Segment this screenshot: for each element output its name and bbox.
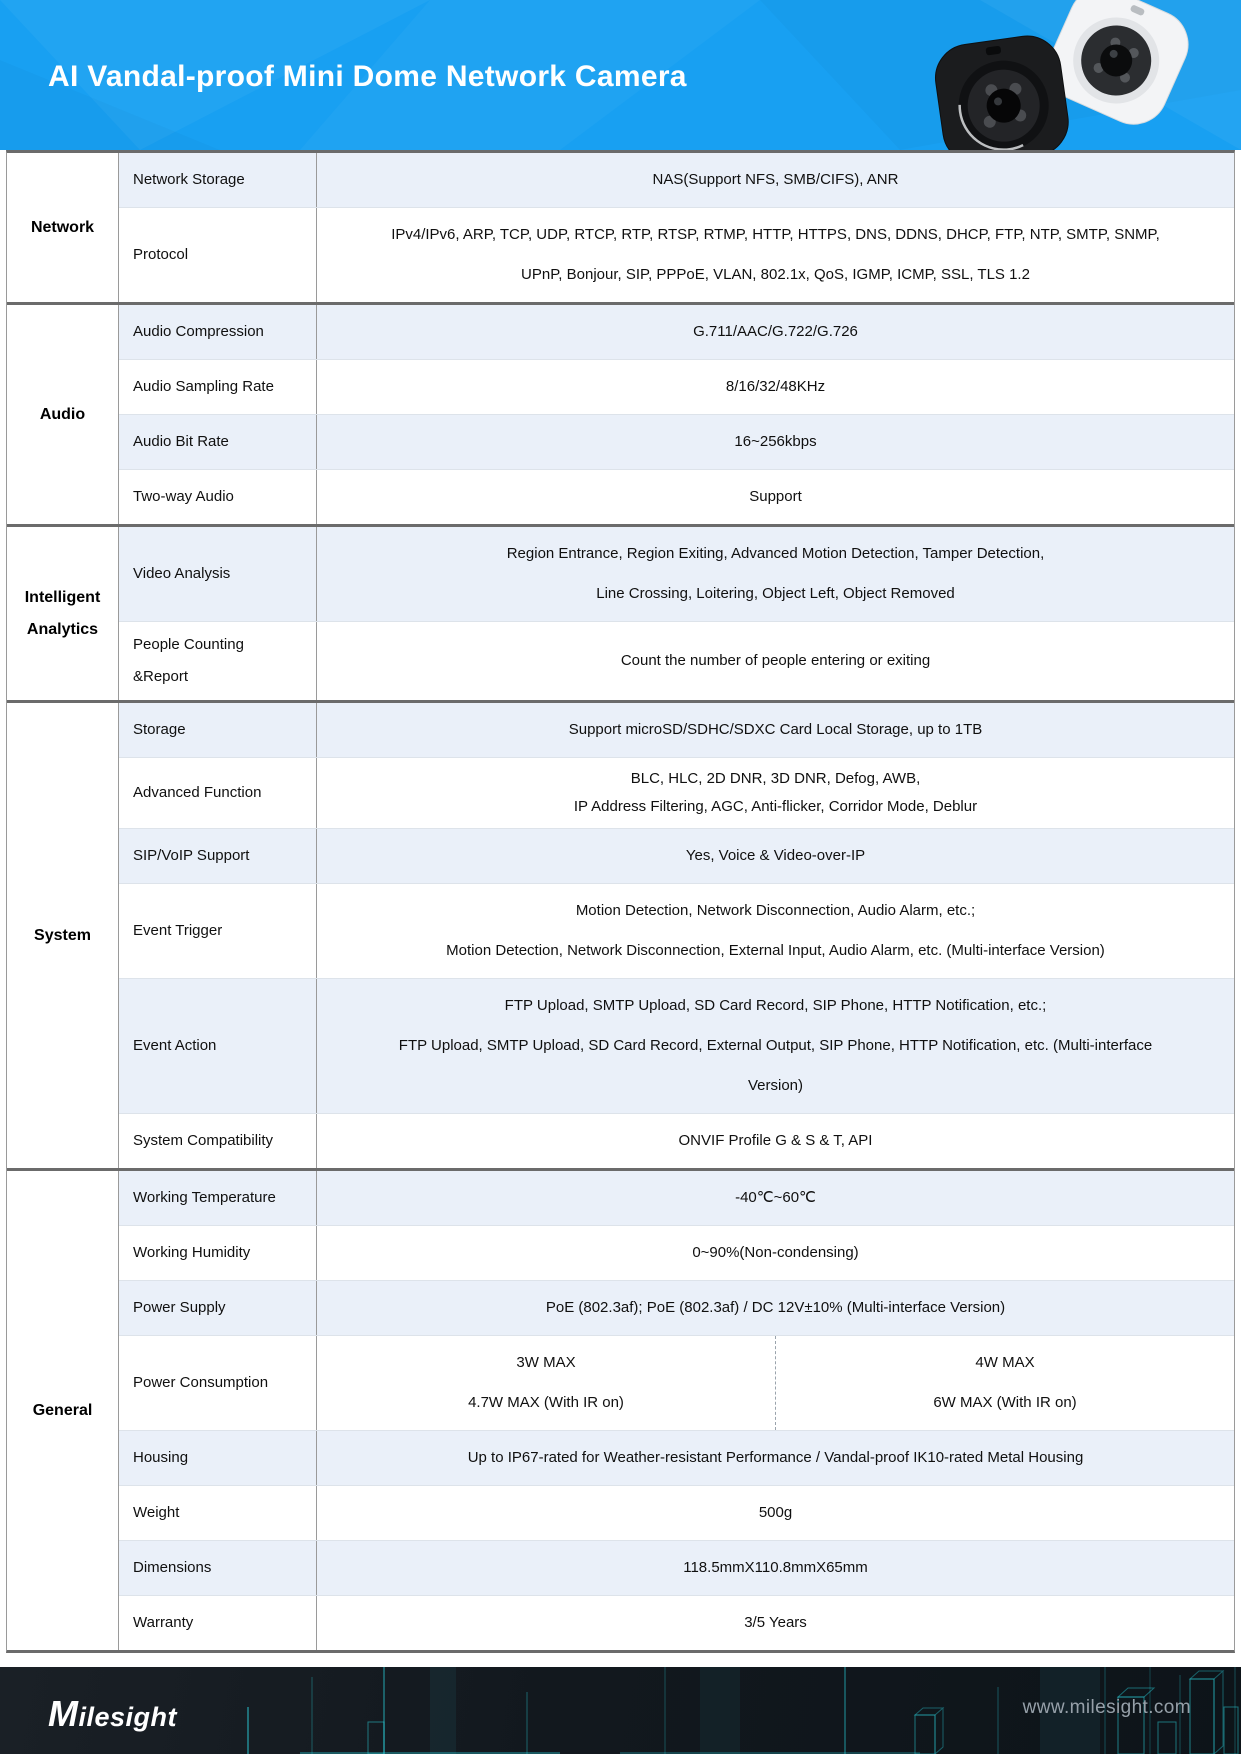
param-text: Audio Sampling Rate [133, 378, 274, 395]
spec-row [119, 1430, 1234, 1485]
section-system [7, 700, 1234, 1168]
category-text: Audio [39, 405, 86, 423]
value-text: Yes, Voice & Video-over-IP [685, 847, 866, 864]
section-rows [119, 703, 1234, 1168]
param-text: Network Storage [133, 171, 245, 188]
spec-row [119, 469, 1234, 524]
param-cell [119, 829, 317, 883]
value-cell [317, 979, 1234, 1113]
value-text: -40℃~60℃ [735, 1189, 816, 1206]
page-title: AI Vandal-proof Mini Dome Network Camera [48, 60, 687, 93]
param-cell [119, 415, 317, 469]
param-cell [119, 153, 317, 207]
param-text: Advanced Function [133, 784, 262, 801]
category-cell [7, 703, 119, 1168]
spec-table [6, 150, 1235, 1653]
spec-row [119, 883, 1234, 978]
param-text: Audio Bit Rate [133, 433, 229, 450]
value-text: FTP Upload, SMTP Upload, SD Card Record, SIP Phone, HTTP Notification, etc.; [504, 997, 1047, 1014]
param-text: Power Consumption [133, 1374, 269, 1391]
value-text: Motion Detection, Network Disconnection, Audio Alarm, etc.; [575, 902, 976, 919]
value-cell [317, 470, 1234, 524]
param-text: SIP/VoIP Support [133, 847, 250, 864]
spec-row [119, 1335, 1234, 1430]
value-text: 4.7W MAX (With IR on) [468, 1394, 624, 1411]
value-cell [317, 208, 1234, 302]
param-text: Event Trigger [133, 922, 223, 939]
section-audio [7, 302, 1234, 524]
param-text: Video Analysis [133, 565, 231, 582]
param-text: Event Action [133, 1037, 217, 1054]
section-rows [119, 527, 1234, 700]
spec-row [119, 414, 1234, 469]
category-cell [7, 1171, 119, 1650]
param-text: Housing [133, 1449, 189, 1466]
param-text: &Report [133, 668, 189, 685]
value-text: 0~90%(Non-condensing) [692, 1244, 859, 1261]
param-cell [119, 1486, 317, 1540]
value-text: IPv4/IPv6, ARP, TCP, UDP, RTCP, RTP, RTSP, RTMP, HTTP, HTTPS, DNS, DDNS, DHCP, FTP, NTP, SMTP, SNMP, [391, 226, 1160, 243]
value-cell [317, 1281, 1234, 1335]
param-text: Working Humidity [133, 1244, 251, 1261]
value-text: 6W MAX (With IR on) [933, 1394, 1077, 1411]
value-cell [317, 1541, 1234, 1595]
value-text: Motion Detection, Network Disconnection, External Input, Audio Alarm, etc. (Multi-interface Version) [446, 942, 1105, 959]
value-cell [317, 884, 1234, 978]
value-text: IP Address Filtering, AGC, Anti-flicker, Corridor Mode, Deblur [573, 798, 978, 815]
param-text: Power Supply [133, 1299, 226, 1316]
section-general [7, 1168, 1234, 1650]
value-text: 118.5mmX110.8mmX65mm [683, 1559, 868, 1576]
value-cell [317, 527, 1234, 621]
param-text: People Counting [133, 636, 244, 653]
spec-row [119, 527, 1234, 621]
value-cell [317, 829, 1234, 883]
param-cell [119, 758, 317, 828]
value-text: Count the number of people entering or exiting [620, 652, 931, 669]
category-cell [7, 527, 119, 700]
value-text: FTP Upload, SMTP Upload, SD Card Record, External Output, SIP Phone, HTTP Notification, etc. (Multi-interface [398, 1037, 1153, 1054]
param-cell [119, 527, 317, 621]
spec-row [119, 978, 1234, 1113]
value-text: ONVIF Profile G & S & T, API [678, 1132, 873, 1149]
value-cell [317, 360, 1234, 414]
category-cell [7, 305, 119, 524]
spec-row [119, 1540, 1234, 1595]
website-url: www.milesight.com [1022, 1697, 1191, 1718]
spec-row [119, 153, 1234, 207]
value-cell [317, 622, 1234, 700]
value-text: 8/16/32/48KHz [725, 378, 826, 395]
param-cell [119, 979, 317, 1113]
param-cell [119, 1596, 317, 1650]
value-text: Up to IP67-rated for Weather-resistant Performance / Vandal-proof IK10-rated Metal Housing [467, 1449, 1084, 1466]
section-intelligent-analytics [7, 524, 1234, 700]
value-cell [317, 1171, 1234, 1225]
value-text: BLC, HLC, 2D DNR, 3D DNR, Defog, AWB, [630, 770, 921, 787]
value-cell [317, 1114, 1234, 1168]
section-rows [119, 305, 1234, 524]
spec-row [119, 703, 1234, 757]
category-text: System [34, 926, 91, 944]
section-rows [119, 1171, 1234, 1650]
param-text: Dimensions [133, 1559, 212, 1576]
param-text: Storage [133, 721, 186, 738]
param-cell [119, 305, 317, 359]
param-cell [119, 470, 317, 524]
category-text: General [32, 1401, 93, 1419]
param-cell [119, 1226, 317, 1280]
footer-banner [0, 1667, 1241, 1754]
value-text: Line Crossing, Loitering, Object Left, Object Removed [596, 585, 955, 602]
category-text: Analytics [26, 620, 99, 638]
param-cell [119, 1114, 317, 1168]
param-cell [119, 1541, 317, 1595]
power-consumption-right [775, 1336, 1234, 1430]
value-cell [317, 758, 1234, 828]
value-cell [317, 1486, 1234, 1540]
value-cell [317, 1431, 1234, 1485]
value-text: Support microSD/SDHC/SDXC Card Local Storage, up to 1TB [568, 721, 983, 738]
param-cell [119, 1336, 317, 1430]
value-text: NAS(Support NFS, SMB/CIFS), ANR [652, 171, 899, 188]
value-cell [317, 415, 1234, 469]
spec-row [119, 1485, 1234, 1540]
value-text: 4W MAX [975, 1354, 1035, 1371]
value-text: Region Entrance, Region Exiting, Advanced Motion Detection, Tamper Detection, [506, 545, 1045, 562]
category-cell [7, 153, 119, 302]
param-cell [119, 884, 317, 978]
value-cell [317, 1226, 1234, 1280]
value-cell [317, 703, 1234, 757]
value-cell [317, 153, 1234, 207]
param-text: Two-way Audio [133, 488, 234, 505]
param-cell [119, 1431, 317, 1485]
param-cell [119, 703, 317, 757]
spec-row [119, 828, 1234, 883]
spec-row [119, 1171, 1234, 1225]
value-text: 3W MAX [516, 1354, 576, 1371]
param-cell [119, 1281, 317, 1335]
value-text: 16~256kbps [734, 433, 817, 450]
param-text: Protocol [133, 246, 189, 263]
dome-camera-product-image [881, 0, 1201, 150]
header-banner [0, 0, 1241, 150]
value-text: G.711/AAC/G.722/G.726 [693, 323, 858, 340]
value-text: UPnP, Bonjour, SIP, PPPoE, VLAN, 802.1x, QoS, IGMP, ICMP, SSL, TLS 1.2 [521, 266, 1030, 283]
param-text: System Compatibility [133, 1132, 274, 1149]
black-camera [931, 32, 1072, 150]
param-cell [119, 622, 317, 700]
spec-row [119, 207, 1234, 302]
power-consumption-left [317, 1336, 775, 1430]
spec-row [119, 1113, 1234, 1168]
value-text: 3/5 Years [744, 1614, 807, 1631]
param-text: Audio Compression [133, 323, 264, 340]
value-text: 500g [758, 1504, 793, 1521]
spec-row [119, 621, 1234, 700]
param-text: Weight [133, 1504, 180, 1521]
value-cell [317, 1596, 1234, 1650]
spec-row [119, 1280, 1234, 1335]
category-text: Intelligent [24, 588, 101, 606]
spec-row [119, 1595, 1234, 1650]
section-rows [119, 153, 1234, 302]
spec-row [119, 305, 1234, 359]
param-cell [119, 208, 317, 302]
param-text: Working Temperature [133, 1189, 276, 1206]
spec-row [119, 359, 1234, 414]
category-text: Network [30, 218, 95, 236]
param-text: Warranty [133, 1614, 194, 1631]
spec-row [119, 757, 1234, 828]
value-text: Support [749, 488, 802, 505]
value-text: PoE (802.3af); PoE (802.3af) / DC 12V±10% (Multi-interface Version) [545, 1299, 1006, 1316]
milesight-logo: Milesight [48, 1693, 178, 1734]
param-cell [119, 360, 317, 414]
value-cell-split [317, 1336, 1234, 1430]
section-network [7, 153, 1234, 302]
value-cell [317, 305, 1234, 359]
spec-row [119, 1225, 1234, 1280]
param-cell [119, 1171, 317, 1225]
value-text: Version) [747, 1077, 804, 1094]
